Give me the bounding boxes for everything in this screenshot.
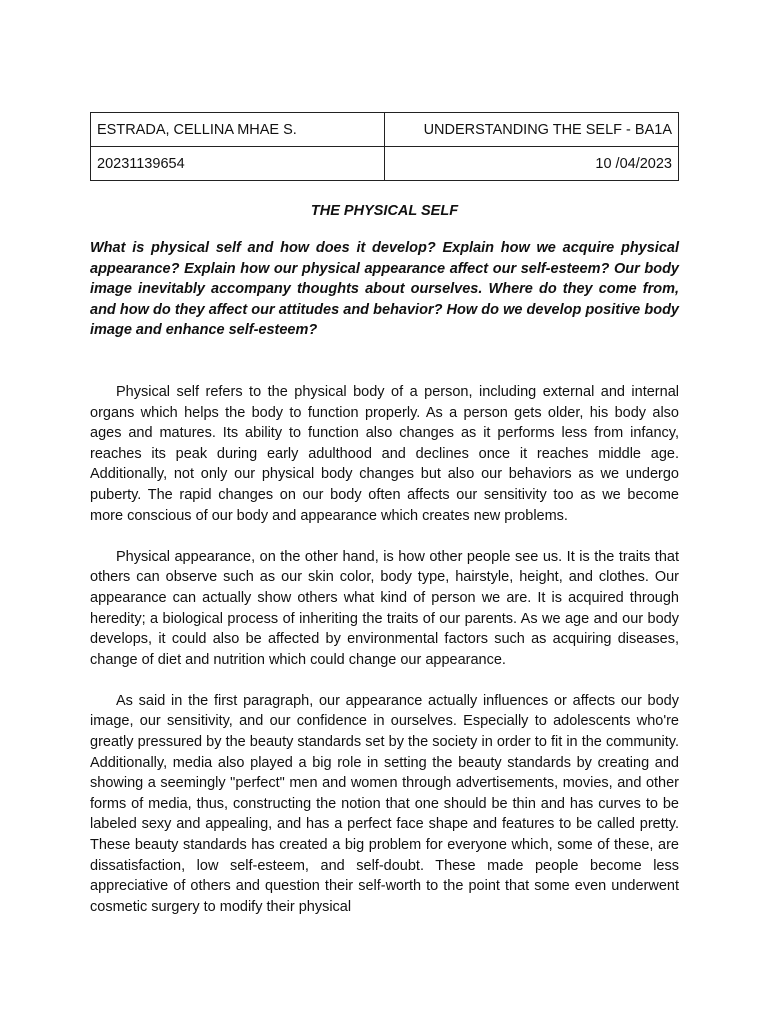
document-page xyxy=(90,112,679,917)
header-row-1 xyxy=(91,113,679,147)
student-name: ESTRADA, CELLINA MHAE S. xyxy=(91,113,385,147)
document-title: THE PHYSICAL SELF xyxy=(310,203,459,219)
paragraph-3: As said in the first paragraph, our appearance actually influences or affects our body image, our sensitivity, and our confidence in ourselves. Especially to adolescents who're greatly pressured by the beauty standards set by the society in order to fit in the community. Additionally, media also played a big role in setting the beauty standards by creating and showing a seemingly "perfect" men and women through advertisements, movies, and other forms of media, thus, constructing the notion that one should be thin and has curves to be labeled sexy and appealing, and has a perfect face shape and features to be called pretty. These beauty standards has created a big problem for everyone which, some of these, are dissatisfaction, low self-esteem, and self-doubt. These made people become less appreciative of others and question their self-worth to the point that some even underwent cosmetic surgery to modify their physical xyxy=(90,692,679,915)
submission-date: 10 /04/2023 xyxy=(385,147,679,181)
paragraph-1: Physical self refers to the physical body of a person, including external and internal organs which helps the body to function properly. As a person gets older, his body also ages and matures. Its ability to function also changes as it performs less from infancy, reaches its peak during early adulthood and declines once it reaches middle age. Additionally, not only our physical body changes but also our behaviors as we undergo puberty. The rapid changes on our body often affects our sensitivity too as we become more conscious of our body and appearance which creates new problems. xyxy=(90,383,679,524)
header-row-2 xyxy=(91,147,679,181)
student-id: 20231139654 xyxy=(91,147,385,181)
course-name: UNDERSTANDING THE SELF - BA1A xyxy=(385,113,679,147)
essay-question: What is physical self and how does it develop? Explain how we acquire physical appearance? Explain how our physical appearance affect our self-esteem? Our body image inevitably accompany thoughts about ourselves. Where do they come from, and how do they affect our attitudes and behavior? How do we develop positive body image and enhance self-esteem? xyxy=(90,240,679,339)
header-table xyxy=(90,112,679,181)
paragraph-2: Physical appearance, on the other hand, is how other people see us. It is the traits that others can observe such as our skin color, body type, hairstyle, height, and clothes. Our appearance can actually show others what kind of person we are. It is acquired through heredity; a biological process of inheriting the traits of our parents. As we age and our body develops, it could also be affected by environmental factors such as acquiring diseases, change of diet and nutrition which could change our appearance. xyxy=(90,548,679,668)
